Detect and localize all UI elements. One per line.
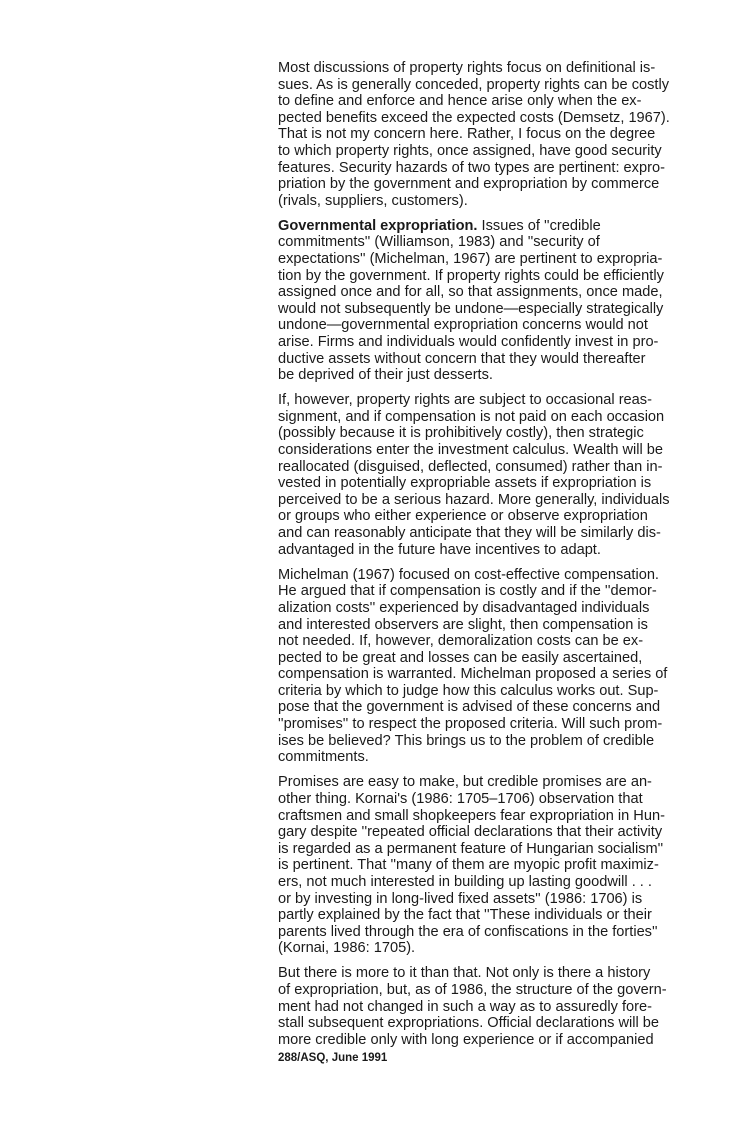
- paragraph: [278, 965, 694, 1048]
- text-line: of expropriation, but, as of 1986, the structure of the govern-: [278, 981, 667, 998]
- text-line: craftsmen and small shopkeepers fear expropriation in Hun-: [278, 807, 665, 824]
- text-line: ''promises'' to respect the proposed criteria. Will such prom-: [278, 716, 663, 733]
- text-line: to define and enforce and hence arise only when the ex-: [278, 93, 642, 110]
- text-line: arise. Firms and individuals would confidently invest in pro-: [278, 334, 659, 350]
- text-line: That is not my concern here. Rather, I focus on the degree: [278, 126, 656, 143]
- text-line: Most discussions of property rights focus on definitional is-: [278, 60, 656, 76]
- text-line: perceived to be a serious hazard. More generally, individuals: [278, 491, 670, 508]
- text-line: sues. As is generally conceded, property rights can be costly: [278, 76, 669, 93]
- paragraph: [278, 774, 694, 957]
- text-line: to which property rights, once assigned, have good security: [278, 142, 662, 159]
- text-line: partly explained by the fact that ''These individuals or their: [278, 907, 652, 924]
- text-line: more credible only with long experience or if accompanied: [278, 1031, 654, 1048]
- paragraph: [278, 567, 694, 766]
- text-line: (Kornai, 1986: 1705).: [278, 940, 416, 957]
- text-line: If, however, property rights are subject to occasional reas-: [278, 392, 652, 409]
- text-line: be deprived of their just desserts.: [278, 367, 493, 384]
- text-line: priation by the government and expropriation by commerce: [278, 176, 660, 193]
- text-line: would not subsequently be undone—especially strategically: [278, 300, 664, 317]
- text-line-content: Issues of ''credible: [477, 217, 601, 234]
- text-line: alization costs'' experienced by disadvantaged individuals: [278, 599, 650, 616]
- text-line: compensation is warranted. Michelman proposed a series of: [278, 666, 668, 683]
- text-line: undone—governmental expropriation concerns would not: [278, 317, 648, 334]
- text-line: commitments'' (Williamson, 1983) and ''security of: [278, 234, 600, 251]
- text-line: Promises are easy to make, but credible promises are an-: [278, 774, 652, 791]
- paragraph: [278, 218, 694, 384]
- text-line: advantaged in the future have incentives to adapt.: [278, 541, 601, 558]
- text-line: or groups who either experience or observe expropriation: [278, 508, 648, 525]
- text-line: ment had not changed in such a way as to assuredly fore-: [278, 998, 652, 1015]
- text-line: gary despite ''repeated official declarations that their activity: [278, 824, 663, 841]
- text-line: not needed. If, however, demoralization costs can be ex-: [278, 633, 644, 650]
- page-footer: 288/ASQ, June 1991: [278, 1052, 388, 1064]
- text-line: vested in potentially expropriable assets if expropriation is: [278, 475, 652, 492]
- text-line: is pertinent. That ''many of them are myopic profit maximiz-: [278, 857, 659, 874]
- text-line: features. Security hazards of two types are pertinent: expro-: [278, 159, 665, 176]
- text-line: reallocated (disguised, deflected, consumed) rather than in-: [278, 458, 663, 475]
- text-line: considerations enter the investment calculus. Wealth will be: [278, 442, 664, 459]
- section-heading: Governmental expropriation.: [278, 217, 478, 234]
- text-line: [278, 218, 694, 235]
- text-line: Michelman (1967) focused on cost-effective compensation.: [278, 566, 659, 583]
- text-line: commitments.: [278, 749, 369, 766]
- text-line: tion by the government. If property rights could be efficiently: [278, 267, 664, 284]
- text-line: parents lived through the era of confiscations in the forties'': [278, 923, 658, 940]
- text-line: criteria by which to judge how this calculus works out. Sup-: [278, 682, 659, 699]
- text-line: and can reasonably anticipate that they will be similarly dis-: [278, 525, 661, 542]
- text-line: pected benefits exceed the expected costs (Demsetz, 1967).: [278, 109, 670, 126]
- text-line: ises be believed? This brings us to the problem of credible: [278, 732, 655, 749]
- text-line: He argued that if compensation is costly and if the ''demor-: [278, 583, 657, 600]
- text-line: But there is more to it than that. Not only is there a history: [278, 965, 651, 982]
- text-line: is regarded as a permanent feature of Hungarian socialism'': [278, 840, 664, 857]
- text-line: (rivals, suppliers, customers).: [278, 192, 468, 209]
- text-line: pose that the government is advised of these concerns and: [278, 699, 661, 716]
- text-line: signment, and if compensation is not paid on each occasion: [278, 408, 665, 425]
- text-line: ductive assets without concern that they would thereafter: [278, 350, 646, 367]
- text-line: and interested observers are slight, then compensation is: [278, 616, 648, 633]
- paragraph: [278, 60, 694, 209]
- text-line: (possibly because it is prohibitively costly), then strategic: [278, 425, 644, 442]
- text-line: expectations'' (Michelman, 1967) are pertinent to expropria-: [278, 251, 663, 268]
- text-line: stall subsequent expropriations. Official declarations will be: [278, 1015, 659, 1032]
- text-line: or by investing in long-lived fixed assets'' (1986: 1706) is: [278, 890, 643, 907]
- paragraph: [278, 392, 694, 558]
- text-line: assigned once and for all, so that assignments, once made,: [278, 284, 663, 301]
- text-line: pected to be great and losses can be easily ascertained,: [278, 649, 643, 666]
- text-line: ers, not much interested in building up lasting goodwill . . .: [278, 873, 652, 890]
- text-line: other thing. Kornai's (1986: 1705–1706) observation that: [278, 790, 643, 807]
- text-column: [278, 60, 694, 1057]
